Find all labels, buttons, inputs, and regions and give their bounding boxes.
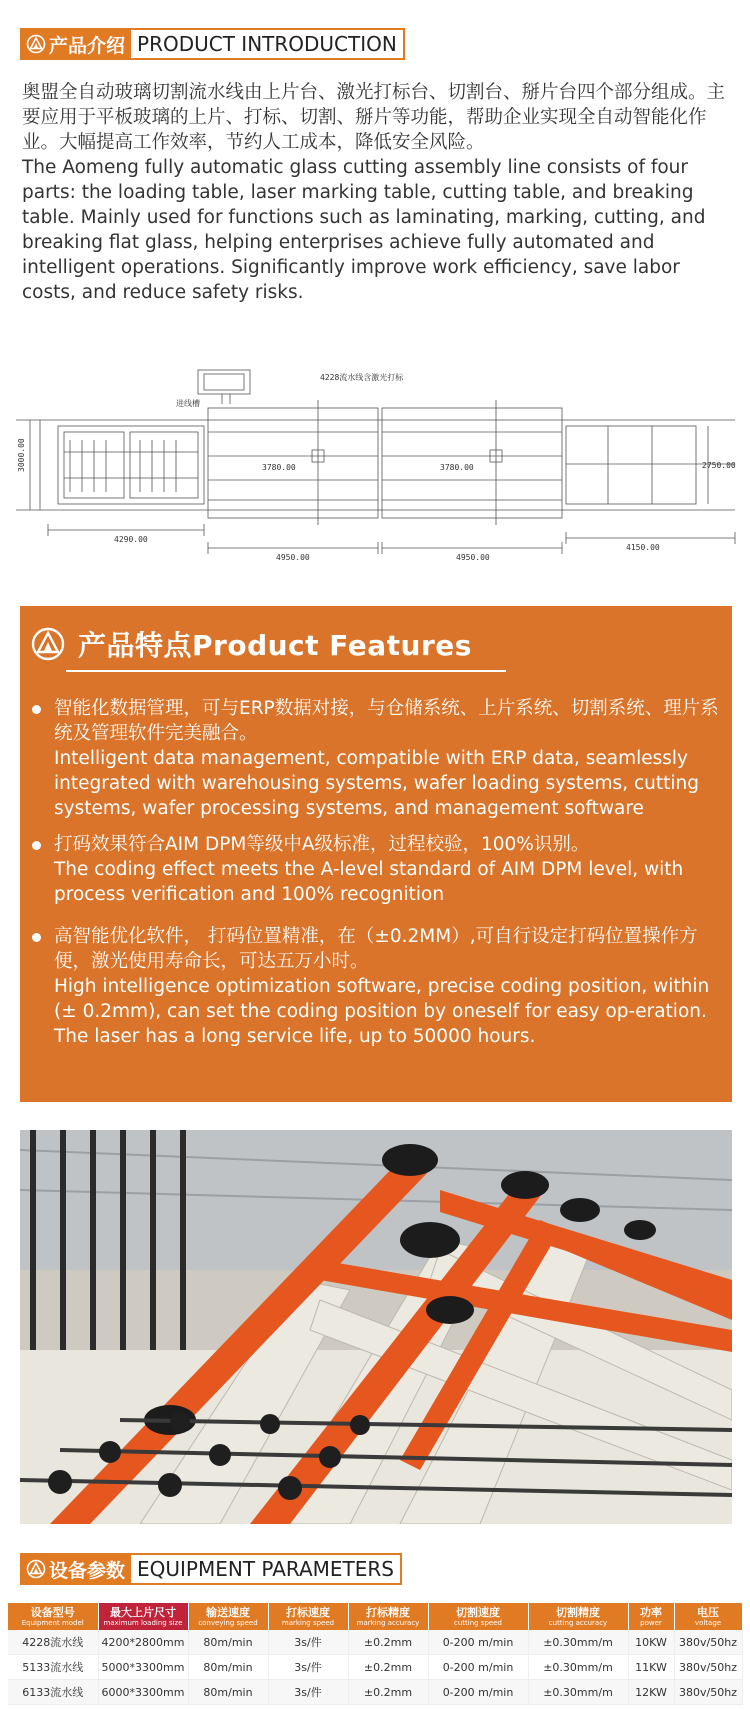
feature-item bbox=[32, 924, 722, 1049]
table-cell: ±0.2mm bbox=[348, 1630, 428, 1655]
header-conveying-speed bbox=[188, 1603, 268, 1630]
table-cell: ±0.30mm/m bbox=[528, 1630, 628, 1655]
dim-4950-b: 4950.00 bbox=[456, 553, 490, 562]
table-cell: 80m/min bbox=[188, 1630, 268, 1655]
table-cell: 380v/50hz bbox=[674, 1630, 742, 1655]
header-label: 打标速度 bbox=[286, 1606, 330, 1619]
params-title-cn-box bbox=[22, 1555, 131, 1583]
dim-4150: 4150.00 bbox=[626, 543, 660, 552]
header-label: 电压 bbox=[697, 1606, 719, 1619]
feature-item bbox=[32, 832, 722, 907]
header-label: 打标精度 bbox=[366, 1606, 410, 1619]
intro-text-cn: 奥盟全自动玻璃切割流水线由上片台、激光打标台、切割台、掰片台四个部分组成。主要应用于平板玻璃的上片、打标、切割、掰片等功能，帮助企业实现全自动智能化作业。大幅提高工作效率，节约人工成本，降低安全风险。 bbox=[22, 82, 726, 153]
header-label: 最大上片尺寸 bbox=[110, 1606, 176, 1619]
header-model bbox=[8, 1603, 98, 1630]
header-max-size bbox=[98, 1603, 188, 1630]
table-row bbox=[8, 1655, 742, 1680]
intro-title-en: PRODUCT INTRODUCTION bbox=[131, 30, 403, 58]
bullet-icon bbox=[32, 933, 41, 942]
header-cutting-accuracy bbox=[528, 1603, 628, 1630]
dim-4950-a: 4950.00 bbox=[276, 553, 310, 562]
table-cell: ±0.2mm bbox=[348, 1680, 428, 1705]
features-panel bbox=[20, 606, 732, 1102]
header-sublabel: conveying speed bbox=[198, 1619, 258, 1627]
feature-text-en: Intelligent data management, compatible with ERP data, seamlessly integrated with warehousing systems, wafer loading systems, cutting systems, wafer processing systems, and management software bbox=[54, 748, 699, 819]
features-header bbox=[30, 624, 472, 664]
dim-3780-b: 3780.00 bbox=[440, 463, 474, 472]
table-cell: 3s/件 bbox=[268, 1655, 348, 1680]
table-cell: 12KW bbox=[628, 1680, 674, 1705]
table-cell: ±0.30mm/m bbox=[528, 1655, 628, 1680]
header-label: 功率 bbox=[640, 1606, 662, 1619]
table-row bbox=[8, 1630, 742, 1655]
header-marking-speed bbox=[268, 1603, 348, 1630]
intro-text-en: The Aomeng fully automatic glass cutting assembly line consists of four parts: the loading table, laser marking table, cutting table, and breaking table. Mainly used for functions such as laminating, marking, cutting, and breaking flat glass, helping enterprises achieve fully automated and intelligent operations. Significantly improve work efficiency, save labor costs, and reduce safety risks. bbox=[22, 157, 706, 303]
dim-4290: 4290.00 bbox=[114, 535, 148, 544]
table-cell: 0-200 m/min bbox=[428, 1630, 528, 1655]
product-photo bbox=[20, 1130, 732, 1524]
diagram-title: 4228流水线含激光打标 bbox=[320, 373, 404, 382]
feature-text-en: High intelligence optimization software, precise coding position, within (± 0.2mm), can set the coding position by oneself for easy op-eration. The laser has a long service life, up to 50000 hours. bbox=[54, 976, 710, 1047]
header-sublabel: voltage bbox=[694, 1619, 722, 1627]
feature-text-cn: 智能化数据管理，可与ERP数据对接，与仓储系统、上片系统、切割系统、理片系统及管理软件完美融合。 bbox=[54, 698, 719, 744]
bullet-icon bbox=[32, 841, 41, 850]
table-cell: 80m/min bbox=[188, 1655, 268, 1680]
table-cell: 6000*3300mm bbox=[98, 1680, 188, 1705]
header-sublabel: cutting accuracy bbox=[548, 1619, 608, 1627]
params-title-cn: 设备参数 bbox=[49, 1559, 126, 1582]
header-sublabel: marking accuracy bbox=[356, 1619, 420, 1627]
header-label: 设备型号 bbox=[30, 1606, 75, 1619]
header-sublabel: cutting speed bbox=[454, 1619, 502, 1627]
feature-text-cn: 高智能优化软件， 打码位置精准，在（±0.2MM）,可自行设定打码位置操作方便，激光使用寿命长，可达五万小时。 bbox=[54, 926, 698, 972]
table-cell: ±0.30mm/m bbox=[528, 1680, 628, 1705]
dim-3780-a: 3780.00 bbox=[262, 463, 296, 472]
features-title: 产品特点Product Features bbox=[78, 629, 472, 662]
header-label: 切割精度 bbox=[556, 1606, 600, 1619]
table-cell: 80m/min bbox=[188, 1680, 268, 1705]
feature-text-en: The coding effect meets the A-level standard of AIM DPM level, with process verification and 100% recognition bbox=[54, 859, 684, 905]
logo-triangle-icon bbox=[26, 34, 46, 54]
intro-section-header bbox=[20, 28, 405, 60]
header-sublabel: power bbox=[640, 1619, 662, 1627]
dim-height-right: 2750.00 bbox=[702, 461, 736, 470]
header-power bbox=[628, 1603, 674, 1630]
logo-triangle-icon bbox=[30, 626, 66, 662]
table-cell: 6133流水线 bbox=[8, 1680, 98, 1705]
params-title-en: EQUIPMENT PARAMETERS bbox=[131, 1555, 400, 1583]
header-label: 切割速度 bbox=[456, 1606, 500, 1619]
header-cutting-speed bbox=[428, 1603, 528, 1630]
table-cell: 10KW bbox=[628, 1630, 674, 1655]
table-cell: 4200*2800mm bbox=[98, 1630, 188, 1655]
layout-diagram bbox=[0, 360, 750, 575]
params-section-header bbox=[20, 1553, 402, 1585]
table-cell: 5133流水线 bbox=[8, 1655, 98, 1680]
feature-text-cn: 打码效果符合AIM DPM等级中A级标准，过程校验，100%识别。 bbox=[54, 834, 590, 855]
intro-text bbox=[22, 80, 728, 305]
intro-title-cn-box bbox=[22, 30, 131, 58]
table-cell: 11KW bbox=[628, 1655, 674, 1680]
bullet-icon bbox=[32, 705, 41, 714]
table-cell: 3s/件 bbox=[268, 1630, 348, 1655]
header-marking-accuracy bbox=[348, 1603, 428, 1630]
feature-item bbox=[32, 696, 722, 821]
intro-title-cn: 产品介绍 bbox=[49, 34, 126, 57]
features-title-underline bbox=[66, 670, 506, 672]
parameters-table bbox=[8, 1603, 743, 1705]
table-cell: 4228流水线 bbox=[8, 1630, 98, 1655]
table-cell: 5000*3300mm bbox=[98, 1655, 188, 1680]
table-cell: 380v/50hz bbox=[674, 1680, 742, 1705]
table-header-row bbox=[8, 1603, 742, 1630]
header-voltage bbox=[674, 1603, 742, 1630]
table-cell: ±0.2mm bbox=[348, 1655, 428, 1680]
table-cell: 0-200 m/min bbox=[428, 1655, 528, 1680]
header-sublabel: Equipment model bbox=[21, 1619, 84, 1627]
diagram-inlet-label: 进线槽 bbox=[176, 399, 200, 408]
header-sublabel: maximum loading size bbox=[103, 1619, 183, 1627]
dim-height-left: 3000.00 bbox=[17, 438, 26, 472]
table-cell: 3s/件 bbox=[268, 1680, 348, 1705]
logo-triangle-icon bbox=[26, 1559, 46, 1579]
header-label: 输送速度 bbox=[206, 1606, 250, 1619]
table-cell: 0-200 m/min bbox=[428, 1680, 528, 1705]
table-cell: 380v/50hz bbox=[674, 1655, 742, 1680]
header-sublabel: marking speed bbox=[281, 1619, 335, 1627]
table-row bbox=[8, 1680, 742, 1705]
